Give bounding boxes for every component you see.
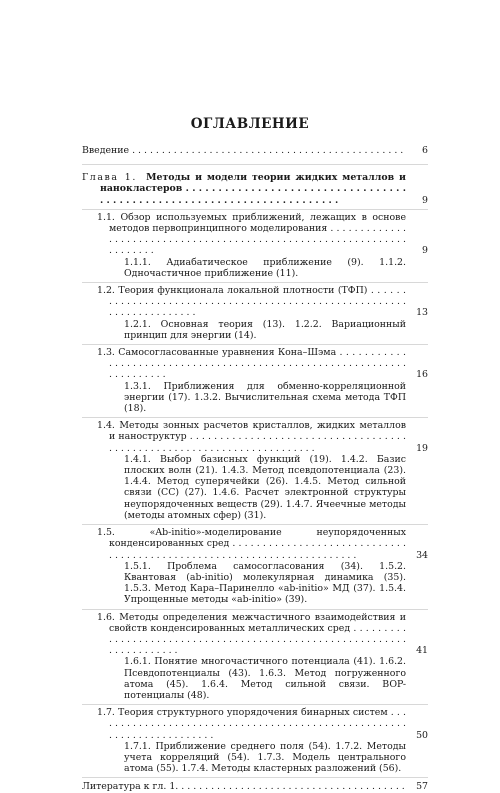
chapter-label: Глава 1. [82, 172, 137, 184]
section-number: 1.1. [97, 211, 115, 223]
toc-section [82, 707, 428, 774]
toc-page-number: 9 [422, 194, 428, 206]
toc-section-entry[interactable] [97, 285, 428, 319]
section-number: 1.4. [97, 420, 115, 432]
section-number: 1.2. [97, 285, 115, 297]
section-title: Теория функционала локальной плотности (ТФП) . . . [109, 285, 406, 318]
toc-section-entry[interactable] [97, 212, 428, 257]
toc-section-entry[interactable] [97, 707, 428, 741]
toc-page-number: 6 [422, 145, 428, 156]
table-of-contents [82, 145, 428, 793]
toc-section [82, 212, 428, 279]
section-title: Методы зонных расчетов кристаллов, жидких металлов и наноструктур . . . [109, 420, 406, 453]
toc-chapter-1[interactable] [82, 172, 428, 206]
subsection-list[interactable]: 1.6.1. Понятие многочастичного потенциала (41). 1.6.2. Псевдопотенциалы (43). 1.6.3. Метод погруженного атома (45). 1.6.4. Метод сильной связи. BOP-потенциалы (48). [124, 656, 406, 701]
toc-entry-literature[interactable] [82, 781, 428, 792]
toc-entry-intro[interactable] [82, 145, 428, 156]
subsection-list[interactable]: 1.7.1. Приближение среднего поля (54). 1.7.2. Методы учета корреляций (54). 1.7.3. Модель центрального атома (55). 1.7.4. Методы кластерных разложений (56). [124, 740, 406, 775]
toc-section [82, 285, 428, 341]
chapter-title: Методы и модели теории жидких металлов и нанокластеров . . . [100, 172, 406, 205]
section-number: 1.5. [97, 527, 115, 539]
subsection-list[interactable]: 1.1.1. Адиабатическое приближение (9). 1.1.2. Одночастичное приближение (11). [124, 256, 406, 279]
toc-section-entry[interactable] [97, 612, 428, 657]
toc-section-entry[interactable] [97, 527, 428, 561]
section-title: Теория структурного упорядочения бинарных систем . . . [109, 707, 406, 740]
subsection-list[interactable]: 1.2.1. Основная теория (13). 1.2.2. Вариационный принцип для энергии (14). [124, 318, 406, 341]
subsection-list[interactable]: 1.5.1. Проблема самосогласования (34). 1.5.2. Квантовая (ab-initio) молекулярная динамика (35). 1.5.3. Метод Кара–Паринелло «ab-initio» МД (37). 1.5.4. Упрощенные методы «ab-initio» (39). [124, 560, 406, 606]
page-title: ОГЛАВЛЕНИЕ [190, 116, 310, 132]
toc-section [82, 527, 428, 605]
section-title: Самосогласованные уравнения Кона–Шэма . . . [109, 347, 406, 380]
toc-page-number: 19 [416, 442, 428, 454]
toc-page-number: 9 [422, 245, 428, 257]
section-title: «Ab-initio»-моделирование неупорядоченных конденсированных сред . . . [109, 527, 406, 560]
toc-entry-label: Литература к гл. 1. [82, 781, 179, 793]
toc-page-number: 41 [416, 645, 428, 657]
subsection-list[interactable]: 1.4.1. Выбор базисных функций (19). 1.4.2. Базис плоских волн (21). 1.4.3. Метод псевдопотенциала (23). 1.4.4. Метод суперячейки (26). 1.4.5. Метод сильной связи (СС) (27). 1.4.6. Расчет электронной структуры неупорядоченных веществ (29). 1.4.7. Ячеечные методы (методы атомных сфер) (31). [124, 453, 406, 521]
toc-section-entry[interactable] [97, 420, 428, 454]
toc-entry-label: Введение [82, 145, 130, 156]
toc-page-number: 16 [416, 369, 428, 381]
toc-section-entry[interactable] [97, 347, 428, 381]
toc-section [82, 612, 428, 702]
toc-section [82, 347, 428, 414]
toc-page-number: 50 [416, 729, 428, 741]
section-number: 1.6. [97, 611, 115, 623]
toc-page-number: 13 [416, 307, 428, 319]
toc-page-number: 34 [416, 549, 428, 561]
section-number: 1.3. [97, 347, 115, 359]
section-title: Методы определения межчастичного взаимодействия и свойств конденсированных металлических сред . . . [109, 612, 406, 657]
toc-page-number: 57 [416, 781, 428, 793]
toc-section [82, 420, 428, 521]
section-number: 1.7. [97, 707, 115, 719]
section-title: Обзор используемых приближений, лежащих в основе методов первопринципного моделирования . . . [109, 212, 406, 257]
subsection-list[interactable]: 1.3.1. Приближения для обменно-корреляционной энергии (17). 1.3.2. Вычислительная схема метода ТФП (18). [124, 380, 406, 415]
